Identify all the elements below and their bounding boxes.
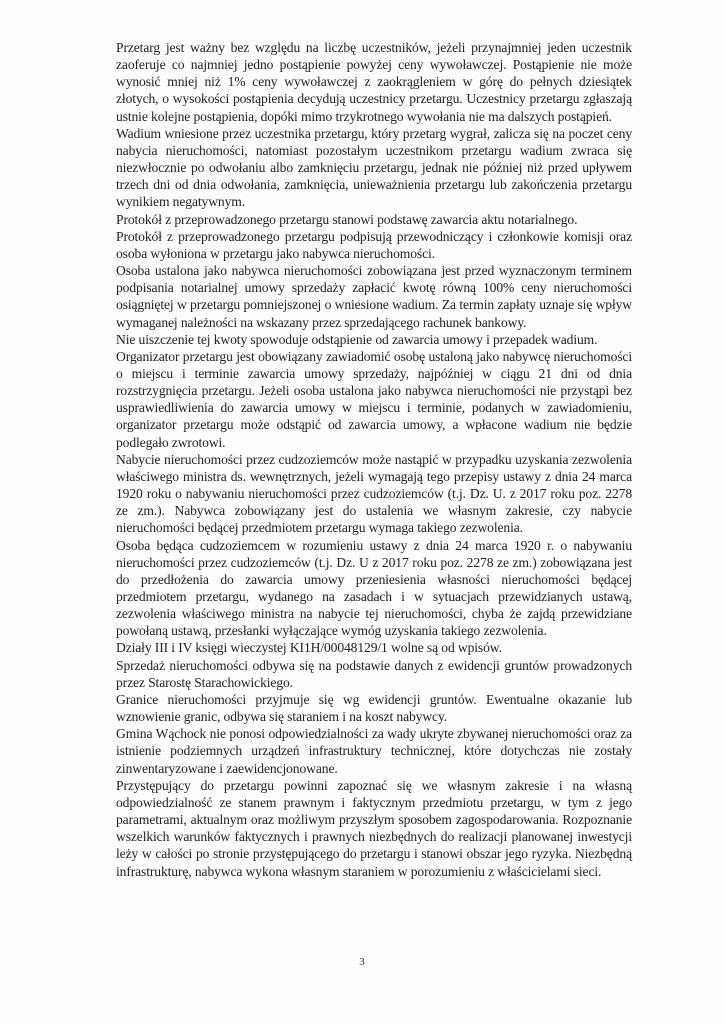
paragraph-boundaries: Granice nieruchomości przyjmuje się wg ewidencji gruntów. Ewentualne okazanie lub wznowienie granic, odbywa się staraniem i na koszt nabywcy. (116, 691, 632, 725)
paragraph-foreigner-obligation: Osoba będąca cudzoziemcem w rozumieniu ustawy z dnia 24 marca 1920 r. o nabywaniu nieruchomości przez cudzoziemców (t.j. Dz. U z 2017 roku poz. 2278 ze zm.) zobowiązana jest do przedłożenia do zawarcia umowy przeniesienia własności nieruchomości będącej przedmiotem przetargu, wydanego na zasadach i w sytuacjach przewidzianych ustawą, zezwolenia właściwego ministra na nabycie tej nieruchomości, chyba że zajdą przewidziane powołaną ustawą, przesłanki wyłączające wymóg uzyskania takiego zezwolenia. (116, 537, 632, 639)
paragraph-payment: Osoba ustalona jako nabywca nieruchomości zobowiązana jest przed wyznaczonym terminem podpisania notarialnej umowy sprzedaży zapłacić kwotę równą 100% ceny nieruchomości osiągniętej w przetargu pomniejszonej o wniesione wadium. Za termin zapłaty uznaje się wpływ wymaganej należności na wskazany przez sprzedającego rachunek bankowy. (116, 263, 632, 330)
paragraph-protocol-signatures: Protokół z przeprowadzonego przetargu podpisują przewodniczący i członkowie komisji oraz osoba wyłoniona w przetargu jako nabywca nieruchomości. (116, 228, 632, 261)
paragraph-liability: Gmina Wąchock nie ponosi odpowiedzialności za wady ukryte zbywanej nieruchomości oraz za istnienie podziemnych urządzeń infrastruktury technicznej, które dotychczas nie zostały zinwentaryzowane i zaewidencjonowane. (116, 726, 632, 776)
paragraph-sale-basis: Sprzedaż nieruchomości odbywa się na podstawie danych z ewidencji gruntów prowadzonych przez Starostę Starachowickiego. (116, 657, 632, 690)
paragraph-protocol-basis: Protokół z przeprowadzonego przetargu stanowi podstawę zawarcia aktu notarialnego. (116, 211, 578, 227)
paragraph-notification: Organizator przetargu jest obowiązany zawiadomić osobę ustaloną jako nabywcę nieruchomości o miejscu i terminie zawarcia umowy sprzedaży, najpóźniej w ciągu 21 dni od dnia rozstrzygnięcia przetargu. Jeżeli osoba ustalona jako nabywca nieruchomości nie przystąpi bez usprawiedliwienia do zawarcia umowy w miejscu i terminie, podanych w zawiadomieniu, organizator przetargu może odstąpić od zawarcia umowy, a wpłacone wadium nie będzie podlegało zwrotowi. (116, 348, 632, 450)
paragraph-nonpayment: Nie uiszczenie tej kwoty spowoduje odstąpienie od zawarcia umowy i przepadek wadium. (116, 331, 598, 347)
paragraph-bid-validity: Przetarg jest ważny bez względu na liczbę uczestników, jeżeli przynajmniej jeden uczestnik zaoferuje co najmniej jedno postąpienie powyżej ceny wywoławczej. Postąpienie nie może wynosić mniej niż 1% ceny wywoławczej z zaokrągleniem w górę do pełnych dziesiątek złotych, o wysokości postąpienia decydują uczestnicy przetargu. Uczestnicy przetargu zgłaszają ustnie kolejne postąpienia, dopóki mimo trzykrotnego wywołania nie ma dalszych postąpień. (116, 40, 632, 124)
document-body (116, 39, 632, 880)
page-number: 3 (359, 956, 365, 968)
paragraph-land-register: Działy III i IV księgi wieczystej KI1H/00048129/1 wolne są od wpisów. (116, 640, 502, 656)
paragraph-bidder-due-diligence: Przystępujący do przetargu powinni zapoznać się we własnym zakresie i na własną odpowiedzialność ze stanem prawnym i faktycznym przedmiotu przetargu, w tym z jego parametrami, aktualnym oraz możliwym przyszłym sposobem zagospodarowania. Rozpoznanie wszelkich warunków faktycznych i prawnych niezbędnych do realizacji planowanej inwestycji leży w całości po stronie przystępującego do przetargu i stanowi obszar jego ryzyka. Niezbędną infrastrukturę, nabywca wykona własnym staraniem w porozumieniu z właścicielami sieci. (116, 777, 632, 879)
paragraph-deposit: Wadium wniesione przez uczestnika przetargu, który przetarg wygrał, zalicza się na poczet ceny nabycia nieruchomości, natomiast pozostałym uczestnikom przetargu wadium zwraca się niezwłocznie po odwołaniu albo zamknięciu przetargu, jednak nie później niż przed upływem trzech dni od dnia odwołania, zamknięcia, unieważnienia przetargu lub zakończenia przetargu wynikiem negatywnym. (116, 125, 632, 210)
paragraph-foreigners-permit: Nabycie nieruchomości przez cudzoziemców może nastąpić w przypadku uzyskania zezwolenia właściwego ministra ds. wewnętrznych, jeżeli wymagają tego przepisy ustawy z dnia 24 marca 1920 roku o nabywaniu nieruchomości przez cudzoziemców (t.j. Dz. U. z 2017 roku poz. 2278 ze zm.). Nabywca zobowiązany jest do ustalenia we własnym zakresie, czy nabycie nieruchomości będącej przedmiotem przetargu wymaga takiego zezwolenia. (116, 451, 632, 536)
